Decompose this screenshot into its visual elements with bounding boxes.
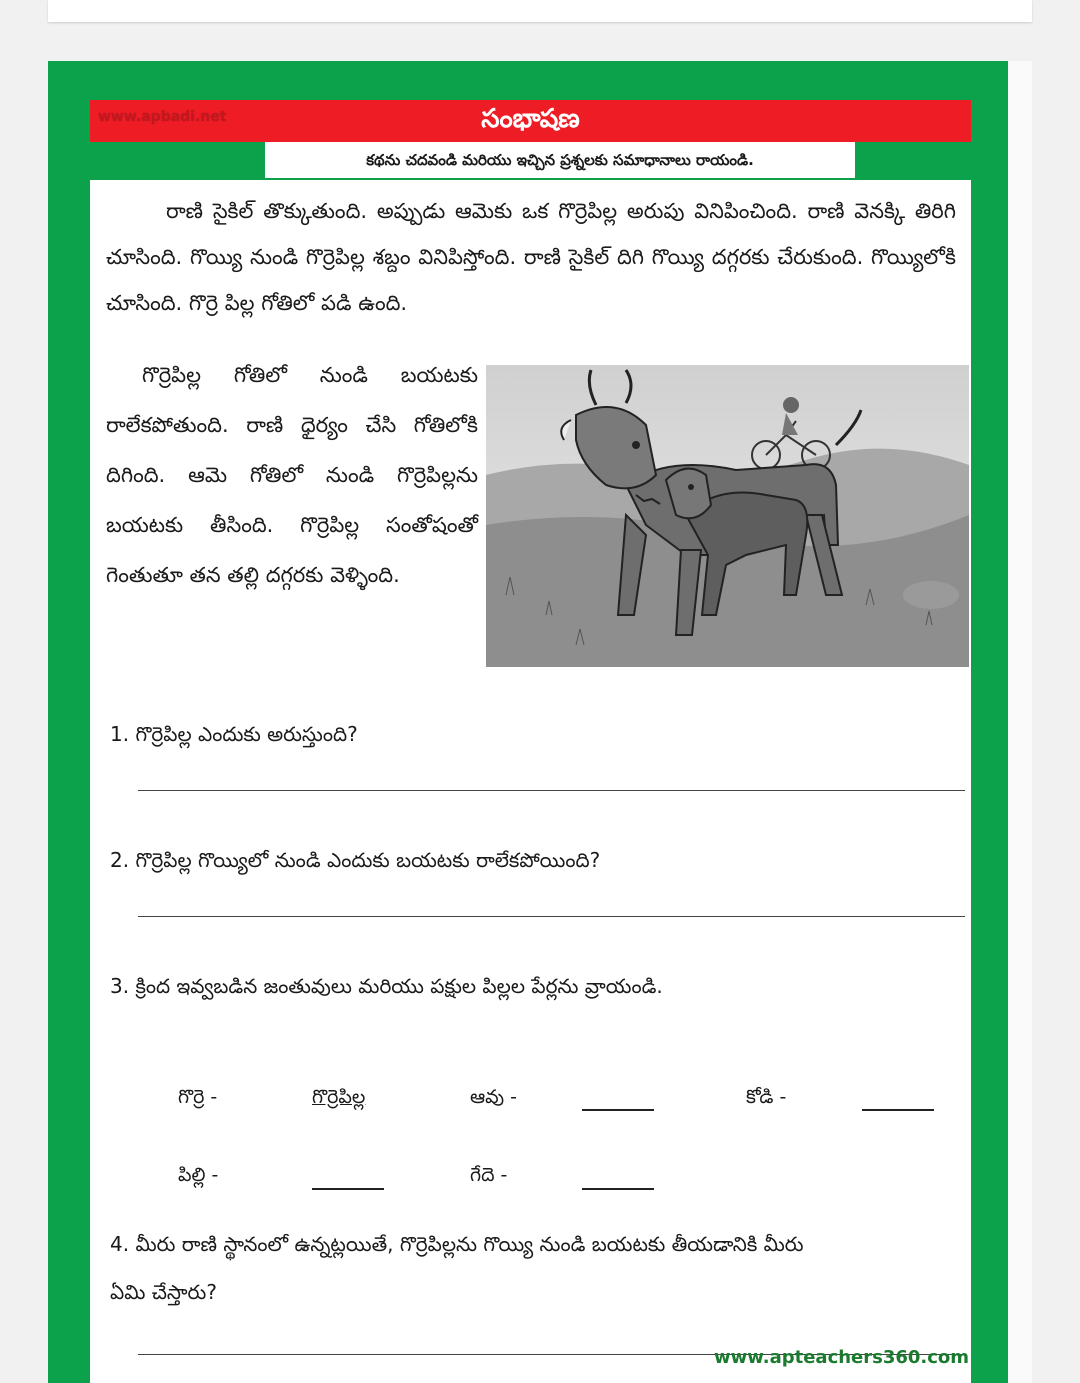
pair-goat-answer: గొర్రెపిల్ల [312,1086,366,1108]
blank-cow[interactable] [582,1109,654,1111]
footer-right-text: Summer Camp - 2023 [792,1369,962,1383]
page-title: సంభాషణ [481,104,580,134]
question-3: 3. క్రింద ఇవ్వబడిన జంతువులు మరియు పక్షుల పిల్లల పేర్లను వ్రాయండి. [110,974,663,998]
blank-buffalo[interactable] [582,1188,654,1190]
pair-hen: కోడి - [746,1086,787,1108]
question-4-line-2: ఏమి చేస్తారు? [110,1280,217,1304]
question-1: 1. గొర్రెపిల్ల ఎందుకు అరుస్తుంది? [110,722,358,746]
pair-goat: గొర్రె - [178,1086,218,1108]
instruction-text: కథను చదవండి మరియు ఇచ్చిన ప్రశ్నలకు సమాధానాలు రాయండి. [265,142,855,178]
pair-buffalo: గేదె - [470,1164,508,1186]
answer-line-2[interactable] [138,916,965,917]
blank-hen[interactable] [862,1109,934,1111]
footer-url: www.apteachers360.com [714,1347,970,1368]
answer-line-1[interactable] [138,790,965,791]
story-paragraph-2: గొర్రెపిల్ల గోతిలో నుండి బయటకు రాలేకపోతుంది. రాణి ధైర్యం చేసి గోతిలోకి దిగింది. ఆమె గోతిలో నుండి గొర్రెపిల్లను బయటకు తీసింది. గొర్రెపిల్ల సంతోషంతో గెంతుతూ తన తల్లి దగ్గరకు వెళ్ళింది. [106,363,478,587]
worksheet-page [48,61,1008,1383]
question-4-line-1: 4. మీరు రాణి స్థానంలో ఉన్నట్లయితే, గొర్రెపిల్లను గొయ్యి నుండి బయటకు తీయడానికి మీరు [110,1232,804,1256]
previous-page-card [48,0,1032,22]
pair-cow: ఆవు - [470,1086,518,1108]
pair-cat: పిల్లి - [178,1164,219,1186]
story-paragraph-1: రాణి సైకిల్ తొక్కుతుంది. అప్పుడు ఆమెకు ఒక గొర్రెపిల్ల అరుపు వినిపించింది. రాణి వెనక్కి తిరిగి చూసింది. గొయ్యి నుండి గొర్రెపిల్ల శబ్దం వినిపిస్తోంది. రాణి సైకిల్ దిగి గొయ్యి దగ్గరకు చేరుకుంది. గొయ్యిలోకి చూసింది. గొర్రె పిల్ల గోతిలో పడి ఉంది. [106,199,956,315]
question-2: 2. గొర్రెపిల్ల గొయ్యిలో నుండి ఎందుకు బయటకు రాలేకపోయింది? [110,848,601,872]
goats-illustration [486,365,969,667]
viewer-gutter [1008,61,1032,1383]
footer-left-text: Teaching at the Right Level [90,1369,306,1383]
header-banner [90,100,971,142]
blank-cat[interactable] [312,1188,384,1190]
content-area [90,180,971,1383]
site-watermark: www.apbadi.net [98,109,227,125]
